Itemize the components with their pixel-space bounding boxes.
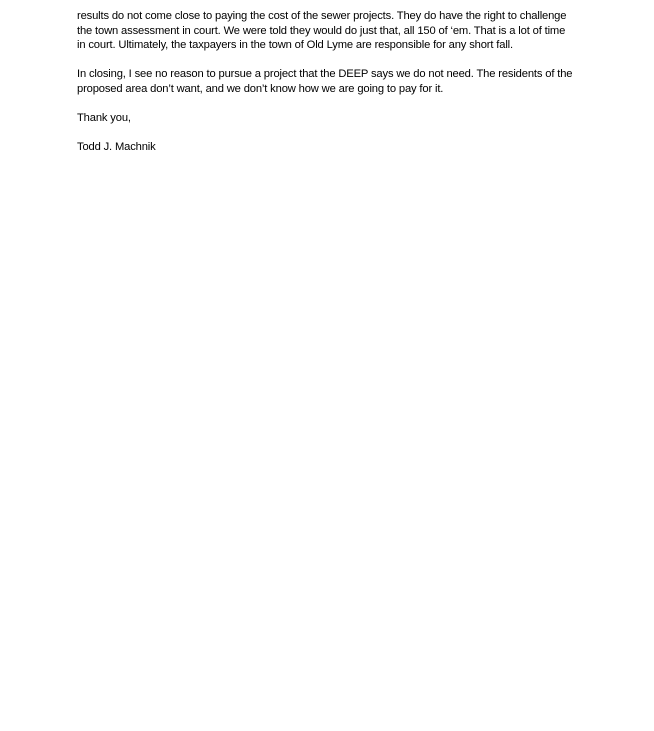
paragraph-sewer-costs — [77, 9, 587, 53]
text-line: the town assessment in court. We were told they would do just that, all 150 of ‘em. That is a lot of time — [77, 24, 566, 37]
text-line: proposed area don’t want, and we don’t know how we are going to pay for it. — [77, 82, 444, 95]
text-line: in court. Ultimately, the taxpayers in the town of Old Lyme are responsible for any short fall. — [77, 39, 513, 51]
closing-salutation: Thank you, — [77, 111, 131, 124]
paragraph-closing-remarks — [77, 67, 587, 96]
text-line: In closing, I see no reason to pursue a project that the DEEP says we do not need. The residents of the — [77, 68, 573, 80]
document-body — [77, 9, 587, 169]
text-line: results do not come close to paying the cost of the sewer projects. They do have the right to challenge — [77, 10, 567, 22]
signature-name: Todd J. Machnik — [77, 140, 156, 153]
